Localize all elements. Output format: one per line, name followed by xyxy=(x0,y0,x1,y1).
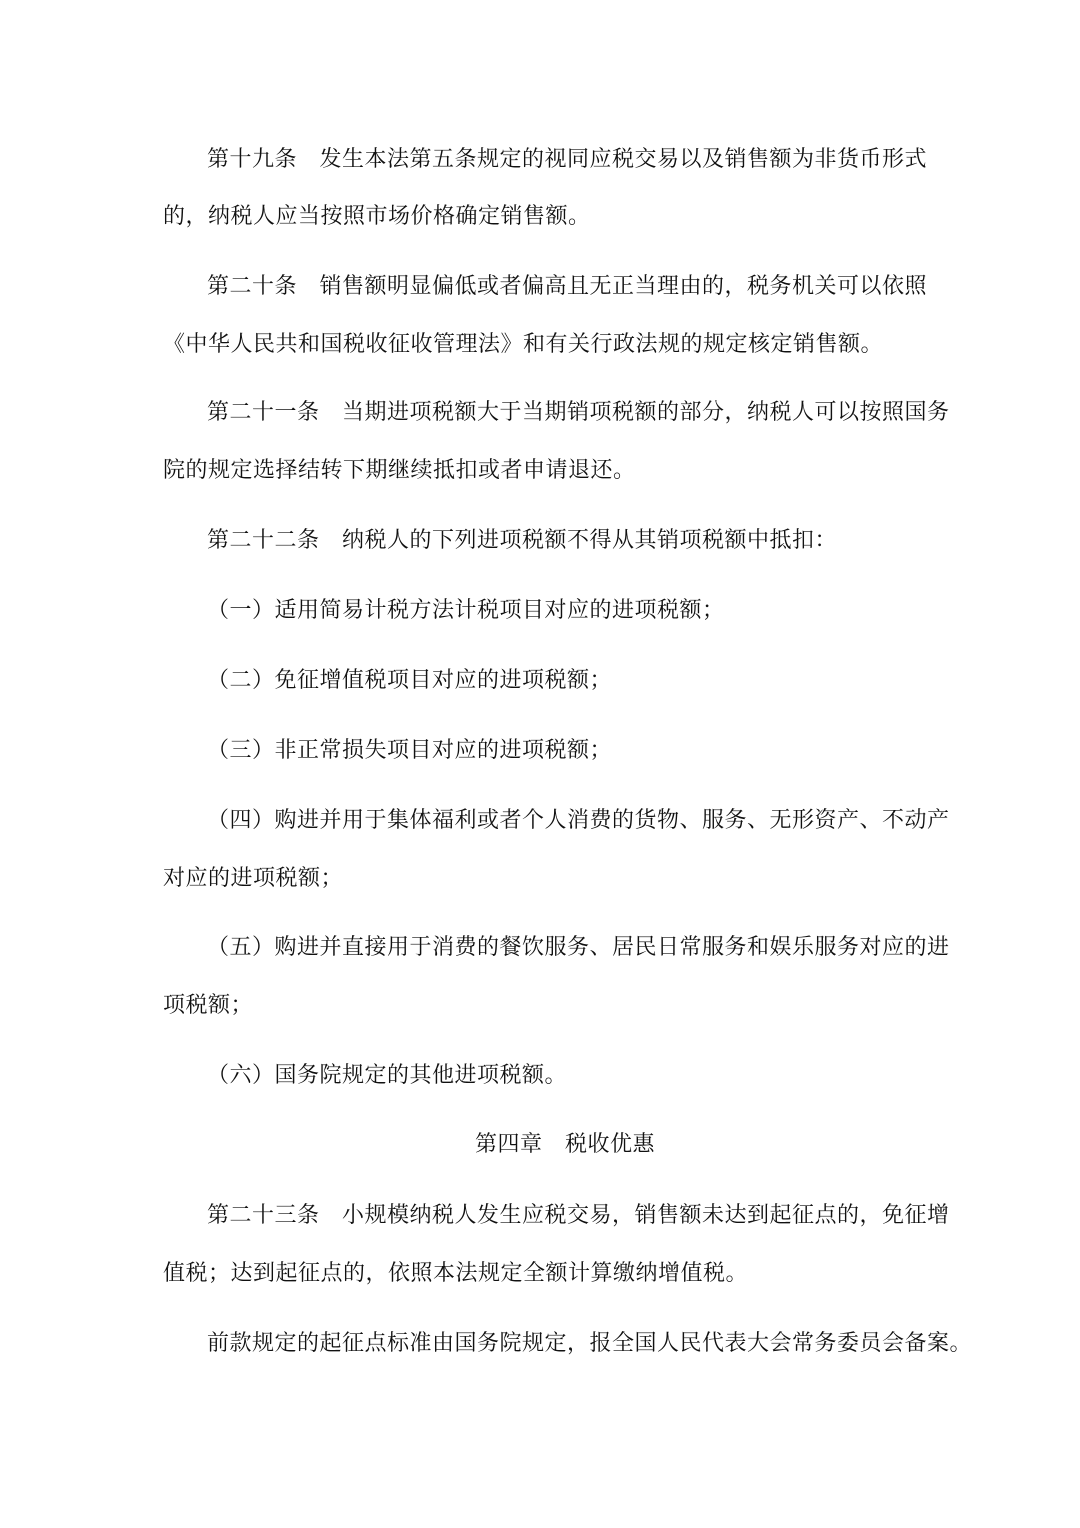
article-19-line-1: 第十九条 发生本法第五条规定的视同应税交易以及销售额为非货币形式 xyxy=(207,147,928,172)
item-1: （一）适用简易计税方法计税项目对应的进项税额； xyxy=(207,598,725,623)
article-22-line-1: 第二十二条 纳税人的下列进项税额不得从其销项税额中抵扣： xyxy=(207,528,838,553)
item-5-line-1: （五）购进并直接用于消费的餐饮服务、居民日常服务和娱乐服务对应的进 xyxy=(207,935,950,960)
chapter-heading: 第四章 税收优惠 xyxy=(475,1132,656,1157)
item-2: （二）免征增值税项目对应的进项税额； xyxy=(207,668,613,693)
article-23-para-2: 前款规定的起征点标准由国务院规定，报全国人民代表大会常务委员会备案。 xyxy=(207,1331,973,1356)
article-23-line-2: 值税；达到起征点的，依照本法规定全额计算缴纳增值税。 xyxy=(163,1261,749,1286)
item-5-line-2: 项税额； xyxy=(163,993,254,1018)
article-21-line-1: 第二十一条 当期进项税额大于当期销项税额的部分，纳税人可以按照国务 xyxy=(207,400,950,425)
article-20-line-2: 《中华人民共和国税收征收管理法》和有关行政法规的规定核定销售额。 xyxy=(163,332,884,357)
item-3: （三）非正常损失项目对应的进项税额； xyxy=(207,738,613,763)
item-6: （六）国务院规定的其他进项税额。 xyxy=(207,1063,568,1088)
item-4-line-2: 对应的进项税额； xyxy=(163,866,344,891)
article-20-line-1: 第二十条 销售额明显偏低或者偏高且无正当理由的，税务机关可以依照 xyxy=(207,274,928,299)
article-19-line-2: 的，纳税人应当按照市场价格确定销售额。 xyxy=(163,204,591,229)
item-4-line-1: （四）购进并用于集体福利或者个人消费的货物、服务、无形资产、不动产 xyxy=(207,808,950,833)
article-23-line-1: 第二十三条 小规模纳税人发生应税交易，销售额未达到起征点的，免征增 xyxy=(207,1203,950,1228)
article-21-line-2: 院的规定选择结转下期继续抵扣或者申请退还。 xyxy=(163,458,636,483)
